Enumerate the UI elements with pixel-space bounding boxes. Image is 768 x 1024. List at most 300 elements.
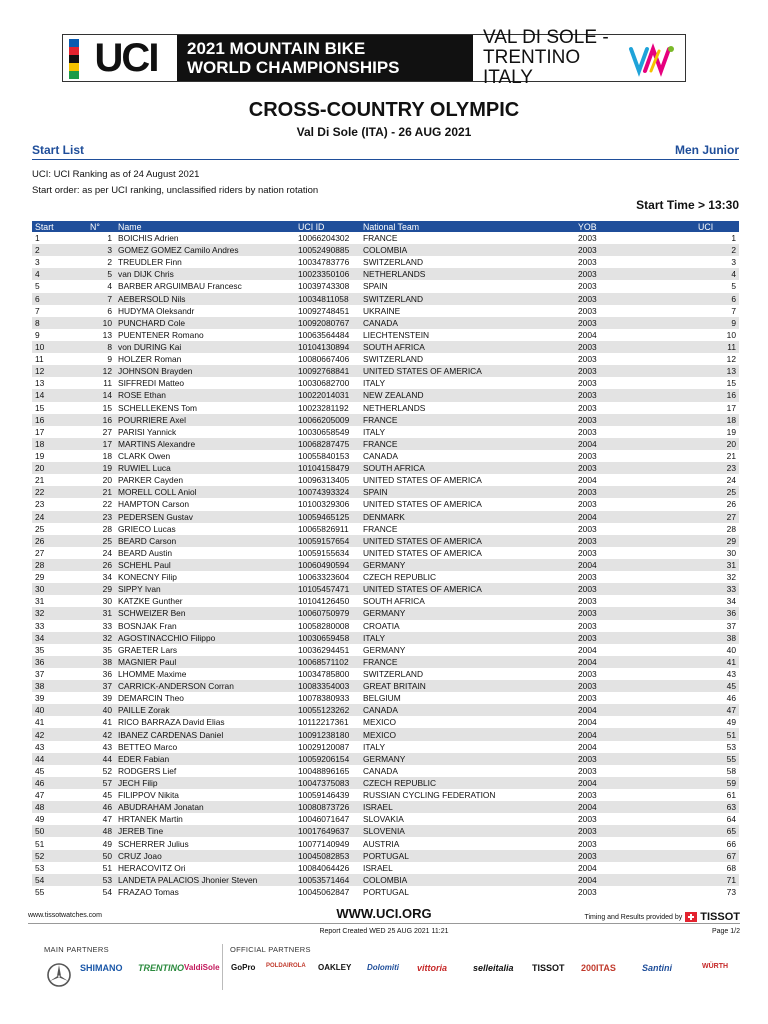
table-row <box>32 232 739 244</box>
swiss-cross-icon <box>685 912 697 922</box>
uci-id: 10059465125 <box>295 511 360 523</box>
uci-id: 10045082853 <box>295 850 360 862</box>
uci-id: 10039743308 <box>298 281 350 292</box>
year-of-birth: 2003 <box>578 378 597 389</box>
start-order: 25 <box>35 523 45 534</box>
rider-name: JECH Filip <box>115 777 295 789</box>
national-team: MEXICO <box>360 728 575 740</box>
table-row <box>32 523 739 535</box>
national-team: FRANCE <box>363 233 398 244</box>
uci-rank: 47 <box>695 704 739 716</box>
year-of-birth: 2003 <box>578 499 597 510</box>
national-team: LIECHTENSTEIN <box>363 329 430 340</box>
bib-number: 17 <box>87 438 115 450</box>
table-row <box>32 559 739 571</box>
bib-number: 26 <box>87 559 115 571</box>
start-order: 14 <box>32 389 87 401</box>
rider-name: DEMARCIN Theo <box>118 693 184 704</box>
rider-name: AGOSTINACCHIO Filippo <box>115 632 295 644</box>
uci-id: 10052490885 <box>295 244 360 256</box>
national-team: FRANCE <box>360 438 575 450</box>
rider-name: LHOMME Maxime <box>118 668 187 679</box>
start-order: 10 <box>32 341 87 353</box>
uci-id: 10022014031 <box>295 389 360 401</box>
sponsor-valdisole: ValdiSole <box>184 963 220 972</box>
rider-name: RODGERS Lief <box>118 765 177 776</box>
rider-name: PUENTENER Romano <box>118 329 204 340</box>
rider-name: von DURING Kai <box>115 341 295 353</box>
rider-name: PARKER Cayden <box>118 475 184 486</box>
start-order: 39 <box>35 693 45 704</box>
rider-name: SCHWEIZER Ben <box>115 607 295 619</box>
year-of-birth: 2003 <box>575 293 695 305</box>
sponsor-poldairola: POLDAIROLA <box>266 963 306 969</box>
uci-rank: 37 <box>726 620 736 631</box>
start-order: 23 <box>35 499 45 510</box>
uci-id: 10066205009 <box>295 414 360 426</box>
rider-name: RICO BARRAZA David Elias <box>118 717 225 728</box>
year-of-birth: 2003 <box>578 426 597 437</box>
national-team: GERMANY <box>360 559 575 571</box>
table-row <box>32 280 739 292</box>
uci-id: 10023281192 <box>298 402 349 413</box>
page-number: Page 1/2 <box>711 928 740 935</box>
bib-number: 13 <box>102 329 112 340</box>
national-team: MEXICO <box>363 717 397 728</box>
year-of-birth: 2003 <box>575 462 695 474</box>
rider-name: JEREB Tine <box>115 825 295 837</box>
page-subtitle: Val Di Sole (ITA) - 26 AUG 2021 <box>296 125 472 139</box>
championship-banner <box>62 27 686 88</box>
rider-name: GRIECO Lucas <box>118 523 176 534</box>
bib-number: 16 <box>87 414 115 426</box>
start-order: 44 <box>32 753 87 765</box>
uci-rank: 68 <box>726 862 736 873</box>
bib-number: 34 <box>102 572 112 583</box>
start-order: 1 <box>35 233 40 244</box>
uci-id: 10063323604 <box>298 572 350 583</box>
national-team: SLOVAKIA <box>363 814 404 825</box>
table-header-row <box>32 221 739 232</box>
start-order: 34 <box>32 632 87 644</box>
rider-name: CLARK Owen <box>118 451 171 462</box>
uci-rank: 38 <box>695 632 739 644</box>
rider-name: FRAZAO Tomas <box>118 886 179 897</box>
bib-number: 57 <box>87 777 115 789</box>
uci-rank: 30 <box>726 547 736 558</box>
report-created: Report Created WED 25 AUG 2021 11:21 <box>319 928 449 935</box>
year-of-birth: 2003 <box>575 486 695 498</box>
year-of-birth: 2003 <box>578 596 597 607</box>
start-order: 45 <box>35 765 45 776</box>
year-of-birth: 2003 <box>575 632 695 644</box>
national-team: BELGIUM <box>363 693 401 704</box>
sponsor-dolomiti: Dolomiti <box>367 963 399 972</box>
uci-id: 10083354003 <box>295 680 360 692</box>
table-row <box>32 607 739 619</box>
year-of-birth: 2003 <box>575 244 695 256</box>
year-of-birth: 2003 <box>578 572 597 583</box>
col-start: Start <box>32 221 87 232</box>
uci-rank: 3 <box>731 257 736 268</box>
uci-rank: 28 <box>726 523 736 534</box>
rider-name: GRAETER Lars <box>118 644 178 655</box>
bib-number: 7 <box>87 293 115 305</box>
page-title: CROSS-COUNTRY OLYMPIC <box>248 99 520 121</box>
bib-number: 11 <box>103 378 112 389</box>
uci-id: 10059155634 <box>298 547 350 558</box>
table-row <box>32 341 739 353</box>
rider-name: van DIJK Chris <box>115 268 295 280</box>
partners-divider <box>222 944 223 990</box>
uci-rank: 26 <box>726 499 736 510</box>
uci-id: 10047375083 <box>295 777 360 789</box>
table-row <box>32 305 739 317</box>
table-row <box>32 547 739 559</box>
national-team: COLOMBIA <box>360 874 575 886</box>
table-row <box>32 511 739 523</box>
uci-rank: 65 <box>695 825 739 837</box>
start-order: 22 <box>32 486 87 498</box>
uci-rank: 67 <box>695 850 739 862</box>
uci-rank: 49 <box>726 717 736 728</box>
uci-id: 10059146439 <box>298 790 350 801</box>
bib-number: 38 <box>87 656 115 668</box>
start-order: 27 <box>35 547 45 558</box>
bib-number: 3 <box>87 244 115 256</box>
bib-number: 32 <box>87 632 115 644</box>
uci-rank: 55 <box>695 753 739 765</box>
table-row <box>32 244 739 256</box>
bib-number: 47 <box>102 814 112 825</box>
uci-id: 10068287475 <box>295 438 360 450</box>
rider-name: SCHELLEKENS Tom <box>118 402 197 413</box>
table-row <box>32 317 739 329</box>
bib-number: 9 <box>107 354 112 365</box>
tissot-site-link[interactable]: www.tissotwatches.com <box>28 912 102 919</box>
national-team: SWITZERLAND <box>363 257 424 268</box>
rider-name: PARISI Yannick <box>118 426 177 437</box>
start-order: 40 <box>32 704 87 716</box>
uci-id: 10017649637 <box>295 825 360 837</box>
bib-number: 28 <box>102 523 112 534</box>
uci-id: 10065826911 <box>298 523 349 534</box>
table-row <box>32 692 739 704</box>
start-order: 9 <box>35 329 40 340</box>
uci-rank: 43 <box>726 668 736 679</box>
start-order: 5 <box>35 281 40 292</box>
table-row <box>32 486 739 498</box>
uci-rank: 40 <box>726 644 736 655</box>
uci-id: 10063564484 <box>298 329 350 340</box>
year-of-birth: 2003 <box>575 365 695 377</box>
national-team: PORTUGAL <box>360 850 575 862</box>
table-row <box>32 777 739 789</box>
uci-id: 10059206154 <box>295 753 360 765</box>
bib-number: 51 <box>102 862 112 873</box>
rider-name: FILIPPOV Nikita <box>118 790 179 801</box>
uci-rank: 71 <box>695 874 739 886</box>
start-order: 12 <box>32 365 87 377</box>
uci-rank: 64 <box>726 814 736 825</box>
start-order: 48 <box>32 801 87 813</box>
year-of-birth: 2003 <box>575 317 695 329</box>
uci-id: 10080873726 <box>295 801 360 813</box>
uci-rank: 61 <box>726 790 736 801</box>
bib-number: 54 <box>102 886 112 897</box>
uci-id: 10068571102 <box>295 656 360 668</box>
uci-rank: 29 <box>695 535 739 547</box>
uci-id: 10112217361 <box>298 717 349 728</box>
uci-rank: 16 <box>695 389 739 401</box>
table-row <box>32 535 739 547</box>
uci-id: 10091238180 <box>295 728 360 740</box>
year-of-birth: 2003 <box>578 886 597 897</box>
sponsor-oakley: OAKLEY <box>318 963 352 972</box>
start-order: 54 <box>32 874 87 886</box>
uci-rank: 45 <box>695 680 739 692</box>
rider-name: MORELL COLL Aniol <box>115 486 295 498</box>
uci-id: 10053571464 <box>295 874 360 886</box>
start-order: 26 <box>32 535 87 547</box>
table-row <box>32 680 739 692</box>
national-team: SOUTH AFRICA <box>360 341 575 353</box>
bib-number: 33 <box>102 620 112 631</box>
bib-number: 40 <box>87 704 115 716</box>
year-of-birth: 2003 <box>578 814 597 825</box>
national-team: UNITED STATES OF AMERICA <box>363 499 482 510</box>
rider-name: LANDETA PALACIOS Jhonier Steven <box>115 874 295 886</box>
national-team: NETHERLANDS <box>360 268 575 280</box>
rider-name: JOHNSON Brayden <box>115 365 295 377</box>
national-team: ITALY <box>360 632 575 644</box>
table-row <box>32 377 739 389</box>
col-national-team: National Team <box>360 221 575 232</box>
year-of-birth: 2004 <box>578 717 597 728</box>
rider-name: EDER Fabian <box>115 753 295 765</box>
bib-number: 1 <box>107 233 112 244</box>
uci-rank: 23 <box>695 462 739 474</box>
start-order: 51 <box>35 838 45 849</box>
year-of-birth: 2003 <box>578 790 597 801</box>
uci-id: 10077140949 <box>298 838 350 849</box>
table-row <box>32 704 739 716</box>
year-of-birth: 2004 <box>575 728 695 740</box>
table-row <box>32 353 739 365</box>
bib-number: 27 <box>102 426 112 437</box>
year-of-birth: 2004 <box>575 874 695 886</box>
year-of-birth: 2004 <box>575 801 695 813</box>
uci-rank: 66 <box>726 838 736 849</box>
year-of-birth: 2003 <box>578 547 597 558</box>
uci-rank: 15 <box>726 378 736 389</box>
start-order: 24 <box>32 511 87 523</box>
bib-number: 19 <box>87 462 115 474</box>
table-row <box>32 571 739 583</box>
uci-site-link[interactable]: WWW.UCI.ORG <box>336 906 432 921</box>
bib-number: 31 <box>87 607 115 619</box>
table-row <box>32 801 739 813</box>
national-team: NEW ZEALAND <box>360 389 575 401</box>
bib-number: 8 <box>87 341 115 353</box>
year-of-birth: 2003 <box>578 668 597 679</box>
start-order: 46 <box>32 777 87 789</box>
year-of-birth: 2004 <box>575 511 695 523</box>
start-order: 41 <box>35 717 45 728</box>
year-of-birth: 2004 <box>575 438 695 450</box>
uci-rank: 53 <box>726 741 736 752</box>
year-of-birth: 2003 <box>575 753 695 765</box>
year-of-birth: 2003 <box>578 402 597 413</box>
rider-name: BETTEO Marco <box>118 741 178 752</box>
uci-id: 10059157654 <box>295 535 360 547</box>
rider-name: BEARD Austin <box>118 547 172 558</box>
mercedes-logo-icon <box>46 962 72 988</box>
rider-name: TREUDLER Finn <box>118 257 182 268</box>
national-team: SPAIN <box>360 486 575 498</box>
table-row <box>32 268 739 280</box>
bib-number: 48 <box>87 825 115 837</box>
ranking-note: UCI: UCI Ranking as of 24 August 2021 <box>32 169 200 180</box>
bib-number: 24 <box>102 547 112 558</box>
national-team: SWITZERLAND <box>363 354 424 365</box>
national-team: ISRAEL <box>360 801 575 813</box>
year-of-birth: 2004 <box>575 656 695 668</box>
col-uci-rank: UCI <box>695 221 739 232</box>
year-of-birth: 2003 <box>575 825 695 837</box>
uci-rank: 51 <box>695 728 739 740</box>
order-note: Start order: as per UCI ranking, unclassified riders by nation rotation <box>32 185 319 196</box>
rider-name: SCHERRER Julius <box>118 838 189 849</box>
national-team: AUSTRIA <box>363 838 400 849</box>
table-row <box>32 728 739 740</box>
table-row <box>32 474 739 486</box>
bib-number: 15 <box>102 402 112 413</box>
start-order: 30 <box>32 583 87 595</box>
start-order: 36 <box>32 656 87 668</box>
national-team: UNITED STATES OF AMERICA <box>360 535 575 547</box>
uci-rank: 2 <box>695 244 739 256</box>
uci-id: 10105457471 <box>295 583 360 595</box>
sponsor-santini: Santini <box>642 963 673 973</box>
start-order: 19 <box>35 451 45 462</box>
bib-number: 29 <box>87 583 115 595</box>
start-order: 6 <box>32 293 87 305</box>
bib-number: 22 <box>102 499 112 510</box>
uci-id: 10100329306 <box>298 499 350 510</box>
national-team: UNITED STATES OF AMERICA <box>360 583 575 595</box>
uci-rank: 73 <box>726 886 736 897</box>
table-row <box>32 656 739 668</box>
table-row <box>32 850 739 862</box>
category-label: Men Junior <box>674 143 739 157</box>
national-team: GERMANY <box>360 607 575 619</box>
table-row <box>32 389 739 401</box>
rider-name: HUDYMA Oleksandr <box>118 305 195 316</box>
rider-name: MARTINS Alexandre <box>115 438 295 450</box>
bib-number: 4 <box>107 281 112 292</box>
bib-number: 10 <box>87 317 115 329</box>
year-of-birth: 2003 <box>575 389 695 401</box>
year-of-birth: 2003 <box>578 620 597 631</box>
bib-number: 23 <box>87 511 115 523</box>
year-of-birth: 2003 <box>578 693 597 704</box>
rider-name: CRUZ Joao <box>115 850 295 862</box>
uci-rank: 17 <box>726 402 736 413</box>
table-row <box>32 256 739 268</box>
start-order: 3 <box>35 257 40 268</box>
table-row <box>32 874 739 886</box>
year-of-birth: 2003 <box>578 765 597 776</box>
national-team: SOUTH AFRICA <box>363 596 425 607</box>
sponsor-gopro: GoPro <box>231 963 256 972</box>
rider-name: KONECNY Filip <box>118 572 177 583</box>
year-of-birth: 2003 <box>578 281 597 292</box>
table-row <box>32 813 739 825</box>
rider-name: KATZKE Gunther <box>118 596 183 607</box>
uci-logo <box>63 35 177 81</box>
national-team: CANADA <box>363 451 398 462</box>
national-team: CZECH REPUBLIC <box>363 572 437 583</box>
rider-name: IBANEZ CARDENAS Daniel <box>115 728 295 740</box>
start-order: 32 <box>32 607 87 619</box>
main-partners-label: MAIN PARTNERS <box>44 945 109 954</box>
col-uci-id: UCI ID <box>295 221 360 232</box>
year-of-birth: 2003 <box>575 268 695 280</box>
sponsor-tissot: TISSOT <box>532 963 565 973</box>
uci-id: 10023350106 <box>295 268 360 280</box>
table-row <box>32 789 739 801</box>
national-team: UNITED STATES OF AMERICA <box>363 475 482 486</box>
national-team: FRANCE <box>360 414 575 426</box>
uci-id: 10092748451 <box>298 305 350 316</box>
year-of-birth: 2004 <box>575 704 695 716</box>
uci-id: 10030682700 <box>298 378 350 389</box>
national-team: COLOMBIA <box>360 244 575 256</box>
bib-number: 30 <box>102 596 112 607</box>
start-order: 20 <box>32 462 87 474</box>
year-of-birth: 2004 <box>578 862 597 873</box>
rider-name: BARBER ARGUIMBAU Francesc <box>118 281 242 292</box>
uci-id: 10055123262 <box>295 704 360 716</box>
start-order: 55 <box>35 886 45 897</box>
rider-name: HERACOVITZ Ori <box>118 862 186 873</box>
table-row <box>32 293 739 305</box>
year-of-birth: 2003 <box>578 257 597 268</box>
table-row <box>32 438 739 450</box>
uci-id: 10078380933 <box>298 693 350 704</box>
uci-rank: 21 <box>726 451 736 462</box>
uci-id: 10104158479 <box>295 462 360 474</box>
year-of-birth: 2003 <box>575 414 695 426</box>
uci-id: 10104126450 <box>298 596 350 607</box>
national-team: FRANCE <box>363 523 398 534</box>
table-row <box>32 837 739 849</box>
rider-name: HOLZER Roman <box>118 354 182 365</box>
bib-number: 20 <box>102 475 112 486</box>
bib-number: 52 <box>102 765 112 776</box>
start-order: 37 <box>35 668 45 679</box>
bib-number: 5 <box>87 268 115 280</box>
table-row <box>32 426 739 438</box>
national-team: ITALY <box>363 378 386 389</box>
year-of-birth: 2003 <box>578 305 597 316</box>
bib-number: 39 <box>102 693 112 704</box>
start-order: 18 <box>32 438 87 450</box>
uci-id: 10060750979 <box>295 607 360 619</box>
uci-logo-text: UCI <box>94 35 158 80</box>
national-team: ISRAEL <box>363 862 393 873</box>
